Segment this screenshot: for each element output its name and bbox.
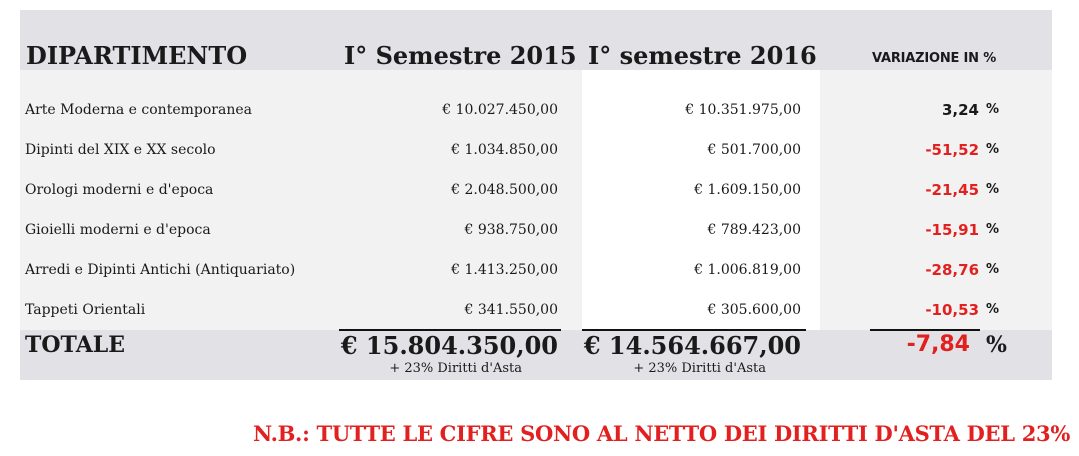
percent-sign: % (986, 262, 1000, 277)
percent-sign: % (986, 182, 1000, 197)
variation-cell: -10,53 (925, 301, 979, 319)
semester-2016-cell: € 501.700,00 (707, 142, 801, 158)
department-cell: Orologi moderni e d'epoca (25, 182, 214, 198)
header-semester-2016: I° semestre 2016 (588, 41, 817, 70)
total-label: TOTALE (25, 332, 126, 358)
variation-cell: -28,76 (925, 261, 979, 279)
total-percent-sign: % (986, 332, 1007, 358)
table-row (20, 250, 1052, 290)
table-row (20, 170, 1052, 210)
department-cell: Arredi e Dipinti Antichi (Antiquariato) (25, 262, 296, 278)
total-2015: € 15.804.350,00 (340, 331, 558, 360)
semester-2016-cell: € 305.600,00 (707, 302, 801, 318)
semester-2015-cell: € 1.034.850,00 (451, 142, 558, 158)
total-2016-note: + 23% Diritti d'Asta (633, 361, 766, 376)
header-variation: VARIAZIONE IN % (872, 51, 997, 66)
semester-2015-cell: € 2.048.500,00 (451, 182, 558, 198)
percent-sign: % (986, 102, 1000, 117)
variation-cell: -21,45 (925, 181, 979, 199)
footnote: N.B.: TUTTE LE CIFRE SONO AL NETTO DEI DIRITTI D'ASTA DEL 23% (253, 421, 1070, 446)
semester-2015-cell: € 938.750,00 (464, 222, 558, 238)
total-2016: € 14.564.667,00 (583, 331, 801, 360)
total-rule-variation (870, 329, 980, 331)
semester-2015-cell: € 341.550,00 (464, 302, 558, 318)
semester-2015-cell: € 10.027.450,00 (442, 102, 558, 118)
table-row (20, 290, 1052, 330)
table-row (20, 210, 1052, 250)
percent-sign: % (986, 222, 1000, 237)
variation-cell: -15,91 (925, 221, 979, 239)
table-row (20, 90, 1052, 130)
semester-2016-cell: € 10.351.975,00 (685, 102, 801, 118)
semester-2016-cell: € 1.006.819,00 (694, 262, 801, 278)
percent-sign: % (986, 302, 1000, 317)
total-2015-note: + 23% Diritti d'Asta (389, 361, 522, 376)
semester-2016-cell: € 1.609.150,00 (694, 182, 801, 198)
percent-sign: % (986, 142, 1000, 157)
header-semester-2015: I° Semestre 2015 (344, 41, 577, 70)
department-cell: Arte Moderna e contemporanea (25, 102, 252, 118)
department-cell: Tappeti Orientali (25, 302, 146, 318)
variation-cell: -51,52 (925, 141, 979, 159)
department-cell: Dipinti del XIX e XX secolo (25, 142, 216, 158)
semester-2015-cell: € 1.413.250,00 (451, 262, 558, 278)
header-department: DIPARTIMENTO (26, 41, 248, 70)
total-variation: -7,84 (906, 332, 970, 357)
semester-2016-cell: € 789.423,00 (707, 222, 801, 238)
department-cell: Gioielli moderni e d'epoca (25, 222, 211, 238)
table-row (20, 130, 1052, 170)
variation-cell: 3,24 (941, 101, 979, 119)
sales-table (20, 10, 1052, 380)
